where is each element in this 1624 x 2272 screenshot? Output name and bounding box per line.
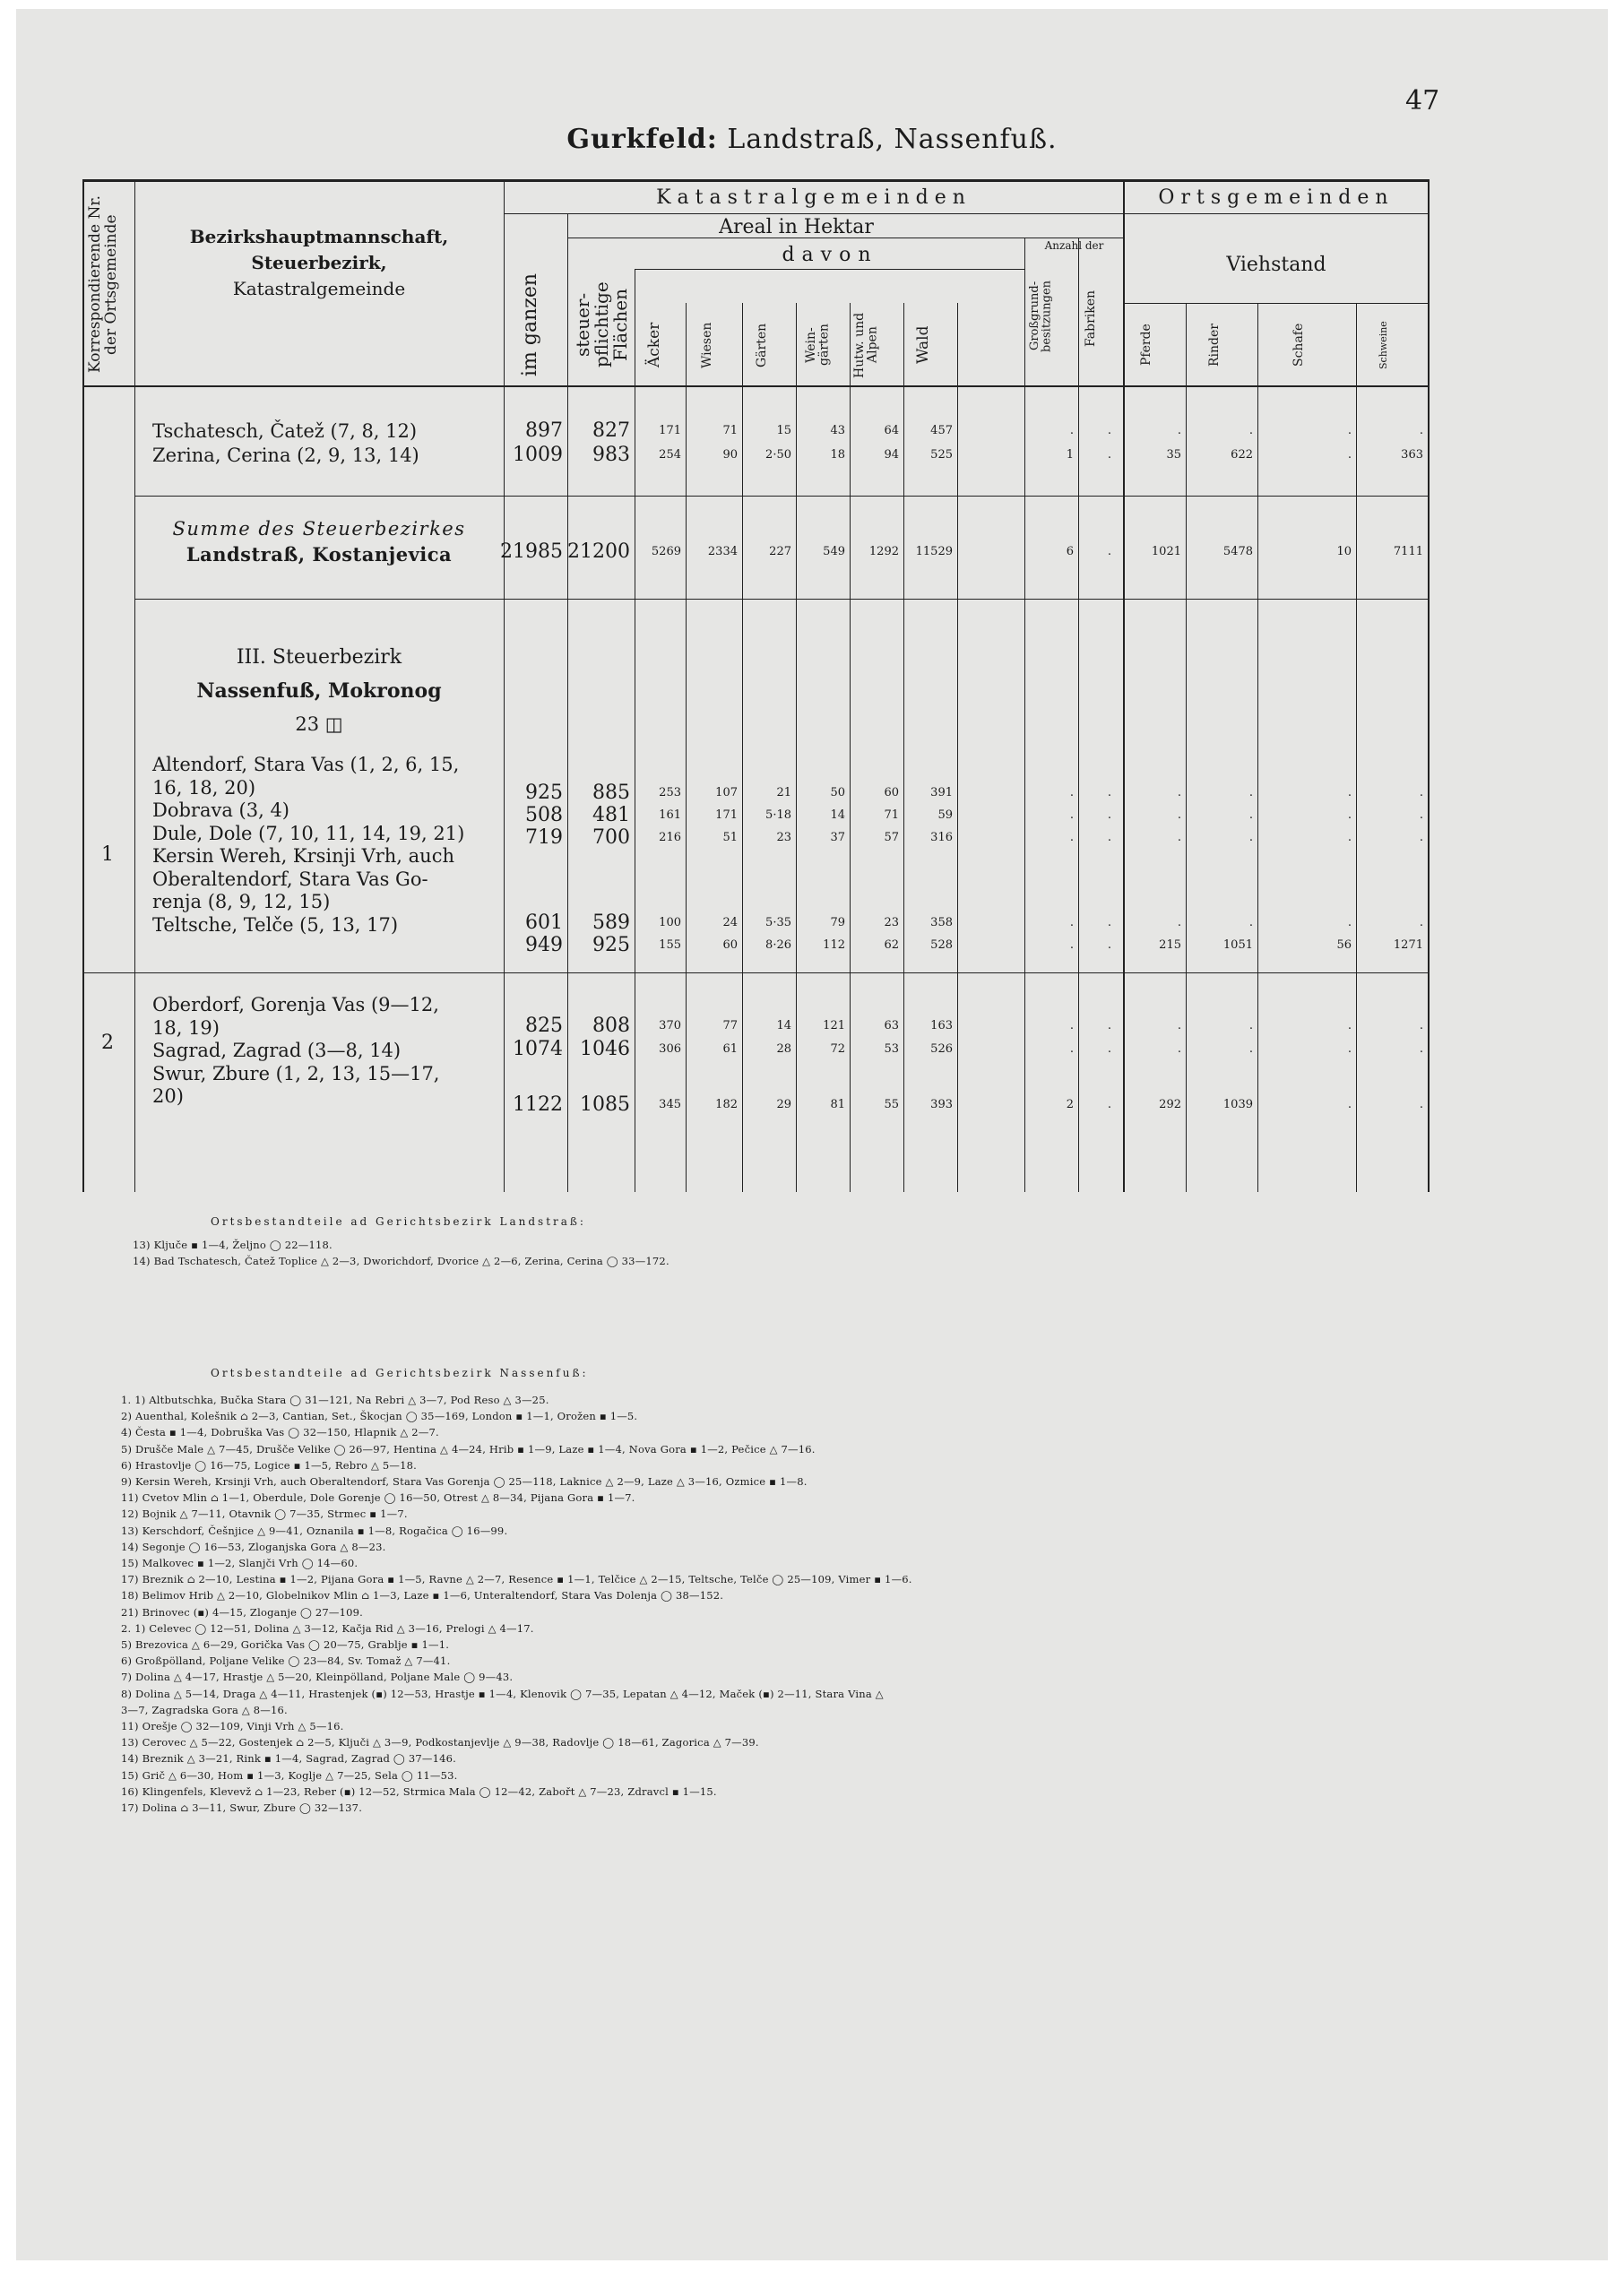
row-name: Zerina, Cerina (2, 9, 13, 14) <box>152 445 419 466</box>
cell-wiesen: 24 <box>722 916 738 929</box>
cell-hutw: 64 <box>884 424 899 437</box>
cell-acker: 100 <box>659 916 681 929</box>
footnote-line: 8) Dolina △ 5—14, Draga △ 4—11, Hrastenjek (▪) 12—53, Hrastje ▪ 1—4, Klenovik ◯ 7—35, Lepatan △ 4—12, Maček (▪) 2—11, Stara Vina △ <box>121 1687 884 1700</box>
footnote-line: 13) Cerovec △ 5—22, Gostenjek ⌂ 2—5, Ključi △ 3—9, Podkostanjevlje △ 9—38, Radovlje ◯ 18—61, Zagorica △ 7—39. <box>121 1736 759 1749</box>
header-district <box>136 224 502 302</box>
cell-wald: 528 <box>930 938 953 952</box>
cell-gg: 6 <box>1066 545 1074 558</box>
name-line: 20) <box>152 1085 184 1107</box>
header-rinder: Rinder <box>1207 324 1222 367</box>
cell-fab: . <box>1107 545 1111 558</box>
cell-schweine: . <box>1419 808 1423 822</box>
cell-schweine: . <box>1419 1019 1423 1032</box>
cell-wein: 549 <box>823 545 845 558</box>
footnote-line: 12) Bojnik △ 7—11, Otavnik ◯ 7—35, Strmec ▪ 1—7. <box>121 1507 408 1521</box>
cell-wiesen: 61 <box>722 1042 738 1056</box>
cell-pferde: . <box>1177 786 1181 799</box>
cell-wald: 391 <box>930 786 953 799</box>
cell-wald: 316 <box>930 831 953 844</box>
section3-heading: III. Steuerbezirk <box>236 646 402 669</box>
cell-schweine: 7111 <box>1393 545 1423 558</box>
cell-schweine: . <box>1419 831 1423 844</box>
summe-line2: Landstraß, Kostanjevica <box>186 543 453 566</box>
footnote-line: 1. 1) Altbutschka, Bučka Stara ◯ 31—121, Na Rebri △ 3—7, Pod Reso △ 3—25. <box>121 1394 549 1406</box>
header-district-l1: Bezirkshauptmannschaft, <box>189 226 449 247</box>
cell-pferde: 1021 <box>1151 545 1181 558</box>
cell-schweine: . <box>1419 916 1423 929</box>
summe-line1: Summe des Steuerbezirkes <box>172 518 466 540</box>
header-davon: davon <box>782 244 878 266</box>
cell-steuer: 1085 <box>580 1093 630 1116</box>
cell-rinder: 5478 <box>1222 545 1253 558</box>
name-line: 18, 19) <box>152 1016 220 1039</box>
title-bold: Gurkfeld: <box>566 124 718 155</box>
cell-wein: 14 <box>830 808 845 822</box>
cell-steuer: 885 <box>592 782 630 804</box>
cell-rinder: 1039 <box>1222 1098 1253 1111</box>
name-line: Kersin Wereh, Krsinji Vrh, auch <box>152 845 454 867</box>
cell-hutw: 55 <box>884 1098 899 1111</box>
cell-gg: . <box>1069 831 1074 844</box>
footnote-line: 4) Česta ▪ 1—4, Dobruška Vas ◯ 32—150, Hlapnik △ 2—7. <box>121 1426 439 1439</box>
cell-wald: 358 <box>930 916 953 929</box>
cell-rinder: 622 <box>1231 448 1253 462</box>
cell-acker: 253 <box>659 786 681 799</box>
cell-gaerten: 227 <box>769 545 791 558</box>
cell-wiesen: 60 <box>722 938 738 952</box>
cell-wein: 79 <box>830 916 845 929</box>
header-orts: Ortsgemeinden <box>1158 186 1395 209</box>
cell-fab: . <box>1107 424 1111 437</box>
name-line: renja (8, 9, 12, 15) <box>152 891 331 912</box>
cell-wein: 37 <box>830 831 845 844</box>
cell-wald: 457 <box>930 424 953 437</box>
cell-ganzen: 601 <box>525 911 563 934</box>
footnote-line: 7) Dolina △ 4—17, Hrastje △ 5—20, Kleinpölland, Poljane Male ◯ 9—43. <box>121 1671 514 1684</box>
cell-pferde: . <box>1177 808 1181 822</box>
cell-schafe: . <box>1347 424 1352 437</box>
header-im-ganzen: im ganzen <box>519 272 541 377</box>
cell-wiesen: 182 <box>715 1098 738 1111</box>
header-hutweiden: Hutw. und Alpen <box>852 312 880 378</box>
footnote-line: 2) Auenthal, Kolešnik ⌂ 2—3, Cantian, Set., Škocjan ◯ 35—169, London ▪ 1—1, Orožen ▪ 1—5. <box>121 1410 638 1423</box>
cell-rinder: . <box>1248 808 1253 822</box>
header-katastral: Katastralgemeinden <box>656 186 972 209</box>
name-line: Teltsche, Telče (5, 13, 17) <box>152 913 399 936</box>
cell-schafe: . <box>1347 831 1352 844</box>
cell-fab: . <box>1107 808 1111 822</box>
header-district-l2: Steuerbezirk, <box>251 252 387 273</box>
name-line: Altendorf, Stara Vas (1, 2, 6, 15, <box>152 754 460 775</box>
cell-hutw: 62 <box>884 938 899 952</box>
cell-ganzen: 719 <box>525 826 563 849</box>
cell-acker: 155 <box>659 938 681 952</box>
name-line: Swur, Zbure (1, 2, 13, 15—17, <box>152 1062 440 1084</box>
cell-hutw: 23 <box>884 916 899 929</box>
cell-schafe: . <box>1347 916 1352 929</box>
cell-ganzen: 1122 <box>513 1093 563 1116</box>
footnote-line: 17) Breznik ⌂ 2—10, Lestina ▪ 1—2, Pijana Gora ▪ 1—5, Ravne △ 2—7, Resence ▪ 1—1, Telčice △ 2—15, Teltsche, Telče ◯ 25—109, Vimer ▪ 1—6. <box>121 1573 912 1586</box>
footnote-line: 11) Orešje ◯ 32—109, Vinji Vrh △ 5—16. <box>121 1720 344 1732</box>
cell-wald: 163 <box>930 1019 953 1032</box>
cell-gaerten: 14 <box>776 1019 791 1032</box>
cell-acker: 345 <box>659 1098 681 1111</box>
cell-hutw: 71 <box>884 808 899 822</box>
cell-ganzen: 925 <box>525 782 563 804</box>
cell-hutw: 60 <box>884 786 899 799</box>
cell-acker: 216 <box>659 831 681 844</box>
cell-gaerten: 29 <box>776 1098 791 1111</box>
cell-fab: . <box>1107 1098 1111 1111</box>
header-acker: Äcker <box>645 322 663 368</box>
cell-acker: 161 <box>659 808 681 822</box>
header-wiesen: Wiesen <box>700 322 714 368</box>
cell-hutw: 1292 <box>868 545 899 558</box>
cell-ganzen: 508 <box>525 804 563 826</box>
cell-hutw: 57 <box>884 831 899 844</box>
page-title <box>0 124 1624 155</box>
header-weingaerten: Wein-gärten <box>804 324 832 367</box>
cell-acker: 254 <box>659 448 681 462</box>
group-number: 2 <box>101 1032 114 1054</box>
cell-ganzen: 1009 <box>513 444 563 466</box>
cell-wald: 11529 <box>915 545 953 558</box>
footnote-line: 17) Dolina ⌂ 3—11, Swur, Zbure ◯ 32—137. <box>121 1801 363 1814</box>
header-schafe: Schafe <box>1291 323 1306 367</box>
cell-steuer: 481 <box>592 804 630 826</box>
cell-ganzen: 21985 <box>500 540 563 563</box>
footnotes2-heading: Ortsbestandteile ad Gerichtsbezirk Nassenfuß: <box>211 1367 589 1379</box>
cell-wein: 72 <box>830 1042 845 1056</box>
cell-fab: . <box>1107 448 1111 462</box>
footnote-line: 5) Drušče Male △ 7—45, Drušče Velike ◯ 26—97, Hentina △ 4—24, Hrib ▪ 1—9, Laze ▪ 1—4, Nova Gora ▪ 1—2, Pečice △ 7—16. <box>121 1442 816 1456</box>
cell-gaerten: 15 <box>776 424 791 437</box>
cell-fab: . <box>1107 916 1111 929</box>
footnote-line: 15) Malkovec ▪ 1—2, Slanjči Vrh ◯ 14—60. <box>121 1557 358 1569</box>
cell-wein: 43 <box>830 424 845 437</box>
cell-gaerten: 28 <box>776 1042 791 1056</box>
cell-gaerten: 2·50 <box>765 448 791 462</box>
header-totals-placeholder <box>959 269 1022 381</box>
header-pferde: Pferde <box>1139 324 1153 367</box>
cell-gg: . <box>1069 786 1074 799</box>
footnote-line: 9) Kersin Wereh, Krsinji Vrh, auch Oberaltendorf, Stara Vas Gorenja ◯ 25—118, Laknice △ 2—9, Laze △ 3—16, Ozmice ▪ 1—8. <box>121 1475 808 1488</box>
cell-steuer: 983 <box>592 444 630 466</box>
header-fabriken: Fabriken <box>1084 289 1098 347</box>
cell-pferde: 35 <box>1166 448 1181 462</box>
title-rest: Landstraß, Nassenfuß. <box>717 124 1058 155</box>
cell-rinder: . <box>1248 1042 1253 1056</box>
name-line: Oberdorf, Gorenja Vas (9—12, <box>152 994 439 1015</box>
footnote-line: 6) Hrastovlje ◯ 16—75, Logice ▪ 1—5, Rebro △ 5—18. <box>121 1458 417 1472</box>
cell-schafe: . <box>1347 1098 1352 1111</box>
cell-wiesen: 90 <box>722 448 738 462</box>
header-schweine: Schweine <box>1378 321 1389 369</box>
header-wald: Wald <box>914 325 932 365</box>
cell-schafe: . <box>1347 808 1352 822</box>
cell-acker: 171 <box>659 424 681 437</box>
footnote-line: 3—7, Zagradska Gora △ 8—16. <box>121 1703 288 1716</box>
cell-steuer: 808 <box>592 1015 630 1037</box>
cell-schweine: . <box>1419 424 1423 437</box>
footnote-line: 18) Belimov Hrib △ 2—10, Globelnikov Mlin ⌂ 1—3, Laze ▪ 1—6, Unteraltendorf, Stara Vas Dolenja ◯ 38—152. <box>121 1589 724 1602</box>
cell-steuer: 21200 <box>567 540 630 563</box>
cell-schafe: . <box>1347 1042 1352 1056</box>
cell-acker: 5269 <box>651 545 681 558</box>
footnote-line: 15) Grič △ 6—30, Hom ▪ 1—3, Koglje △ 7—25, Sela ◯ 11—53. <box>121 1768 458 1782</box>
cell-gaerten: 23 <box>776 831 791 844</box>
cell-wein: 112 <box>823 938 845 952</box>
cell-pferde: 292 <box>1159 1098 1181 1111</box>
cell-wald: 526 <box>930 1042 953 1056</box>
header-corr-number: Korrespondierende Nr. der Ortsgemeinde <box>86 195 120 374</box>
footnote-line: 13) Kerschdorf, Češnjice △ 9—41, Oznanila ▪ 1—8, Rogačica ◯ 16—99. <box>121 1524 508 1537</box>
header-anzahl: Anzahl der <box>1044 239 1104 252</box>
cell-steuer: 700 <box>592 826 630 849</box>
cell-fab: . <box>1107 1019 1111 1032</box>
cell-wiesen: 107 <box>715 786 738 799</box>
footnotes1-heading: Ortsbestandteile ad Gerichtsbezirk Landstraß: <box>211 1215 586 1228</box>
footnote-line: 6) Großpölland, Poljane Velike ◯ 23—84, Sv. Tomaž △ 7—41. <box>121 1654 451 1668</box>
cell-wein: 18 <box>830 448 845 462</box>
cell-pferde: . <box>1177 424 1181 437</box>
header-district-l3: Katastralgemeinde <box>232 278 406 299</box>
cell-pferde: . <box>1177 831 1181 844</box>
cell-steuer: 589 <box>592 911 630 934</box>
cell-rinder: . <box>1248 831 1253 844</box>
cell-rinder: . <box>1248 916 1253 929</box>
cell-wiesen: 51 <box>722 831 738 844</box>
footnote-line: 16) Klingenfels, Klevevž ⌂ 1—23, Reber (▪) 12—52, Strmica Mala ◯ 12—42, Zabořt △ 7—23, Zdravcl ▪ 1—15. <box>121 1784 717 1798</box>
section3-count: 23 ◫ <box>295 713 343 735</box>
cell-acker: 370 <box>659 1019 681 1032</box>
cell-rinder: 1051 <box>1222 938 1253 952</box>
page-number: 47 <box>1405 85 1440 117</box>
cell-schweine: . <box>1419 786 1423 799</box>
header-areal: Areal in Hektar <box>719 216 874 238</box>
cell-fab: . <box>1107 786 1111 799</box>
footnote-line: 14) Bad Tschatesch, Čatež Toplice △ 2—3, Dworichdorf, Dvorice △ 2—6, Zerina, Cerina ◯ 33—172. <box>133 1255 669 1267</box>
cell-schafe: . <box>1347 1019 1352 1032</box>
cell-steuer: 827 <box>592 419 630 442</box>
cell-gaerten: 5·35 <box>765 916 791 929</box>
cell-gaerten: 21 <box>776 786 791 799</box>
cell-wein: 81 <box>830 1098 845 1111</box>
cell-wald: 59 <box>937 808 953 822</box>
cell-hutw: 63 <box>884 1019 899 1032</box>
cell-schweine: 1271 <box>1393 938 1423 952</box>
name-line: Sagrad, Zagrad (3—8, 14) <box>152 1040 402 1061</box>
name-line: Oberaltendorf, Stara Vas Go- <box>152 868 428 890</box>
cell-gg: . <box>1069 916 1074 929</box>
cell-gg: . <box>1069 808 1074 822</box>
cell-wiesen: 2334 <box>707 545 738 558</box>
cell-ganzen: 1074 <box>513 1038 563 1060</box>
cell-schafe: . <box>1347 786 1352 799</box>
cell-steuer: 925 <box>592 934 630 956</box>
cell-gaerten: 8·26 <box>765 938 791 952</box>
cell-rinder: . <box>1248 424 1253 437</box>
header-viehstand: Viehstand <box>1226 254 1326 276</box>
cell-acker: 306 <box>659 1042 681 1056</box>
cell-hutw: 94 <box>884 448 899 462</box>
cell-wein: 121 <box>823 1019 845 1032</box>
cell-wiesen: 71 <box>722 424 738 437</box>
row-name: Tschatesch, Čatež (7, 8, 12) <box>152 420 418 442</box>
cell-schafe: 10 <box>1336 545 1352 558</box>
section3-heading-name: Nassenfuß, Mokronog <box>196 679 442 703</box>
footnote-line: 14) Breznik △ 3—21, Rink ▪ 1—4, Sagrad, Zagrad ◯ 37—146. <box>121 1752 456 1766</box>
cell-ganzen: 949 <box>525 934 563 956</box>
cell-schweine: 363 <box>1401 448 1423 462</box>
cell-ganzen: 897 <box>525 419 563 442</box>
footnote-line: 2. 1) Celevec ◯ 12—51, Dolina △ 3—12, Kačja Rid △ 3—16, Prelogi △ 4—17. <box>121 1621 534 1635</box>
cell-gg: . <box>1069 1042 1074 1056</box>
cell-steuer: 1046 <box>580 1038 630 1060</box>
cell-wiesen: 171 <box>715 808 738 822</box>
footnote-line: 14) Segonje ◯ 16—53, Zloganjska Gora △ 8—23. <box>121 1540 386 1553</box>
cell-wald: 525 <box>930 448 953 462</box>
cell-gg: . <box>1069 424 1074 437</box>
cell-wiesen: 77 <box>722 1019 738 1032</box>
cell-gg: 2 <box>1066 1098 1074 1111</box>
cell-hutw: 53 <box>884 1042 899 1056</box>
footnote-line: 11) Cvetov Mlin ⌂ 1—1, Oberdule, Dole Gorenje ◯ 16—50, Otrest △ 8—34, Pijana Gora ▪ 1—7. <box>121 1491 635 1505</box>
name-line: 16, 18, 20) <box>152 776 256 799</box>
footnote-line: 21) Brinovec (▪) 4—15, Zloganje ◯ 27—109. <box>121 1605 364 1619</box>
cell-pferde: 215 <box>1159 938 1181 952</box>
cell-pferde: . <box>1177 916 1181 929</box>
cell-gg: . <box>1069 1019 1074 1032</box>
cell-rinder: . <box>1248 786 1253 799</box>
footnote-line: 5) Brezovica △ 6—29, Gorička Vas ◯ 20—75, Grablje ▪ 1—1. <box>121 1638 450 1651</box>
cell-gg: . <box>1069 938 1074 952</box>
footnote-line: 13) Ključe ▪ 1—4, Željno ◯ 22—118. <box>133 1239 333 1251</box>
group-number: 1 <box>101 843 114 866</box>
name-line: Dule, Dole (7, 10, 11, 14, 19, 21) <box>152 822 465 844</box>
name-line: Dobrava (3, 4) <box>152 799 289 821</box>
header-grossgrund: Großgrund-besitzungen <box>1028 280 1054 352</box>
cell-wein: 50 <box>830 786 845 799</box>
header-gaerten: Gärten <box>755 323 769 367</box>
cell-schweine: . <box>1419 1098 1423 1111</box>
cell-schweine: . <box>1419 1042 1423 1056</box>
cell-wald: 393 <box>930 1098 953 1111</box>
cell-schafe: 56 <box>1336 938 1352 952</box>
cell-fab: . <box>1107 831 1111 844</box>
cell-pferde: . <box>1177 1019 1181 1032</box>
cell-schafe: . <box>1347 448 1352 462</box>
cell-gaerten: 5·18 <box>765 808 791 822</box>
cell-ganzen: 825 <box>525 1015 563 1037</box>
cell-pferde: . <box>1177 1042 1181 1056</box>
cell-gg: 1 <box>1066 448 1074 462</box>
cell-rinder: . <box>1248 1019 1253 1032</box>
header-steuerpflichtig: steuer-pflichtige Flächen <box>572 281 631 368</box>
cell-fab: . <box>1107 1042 1111 1056</box>
cell-fab: . <box>1107 938 1111 952</box>
